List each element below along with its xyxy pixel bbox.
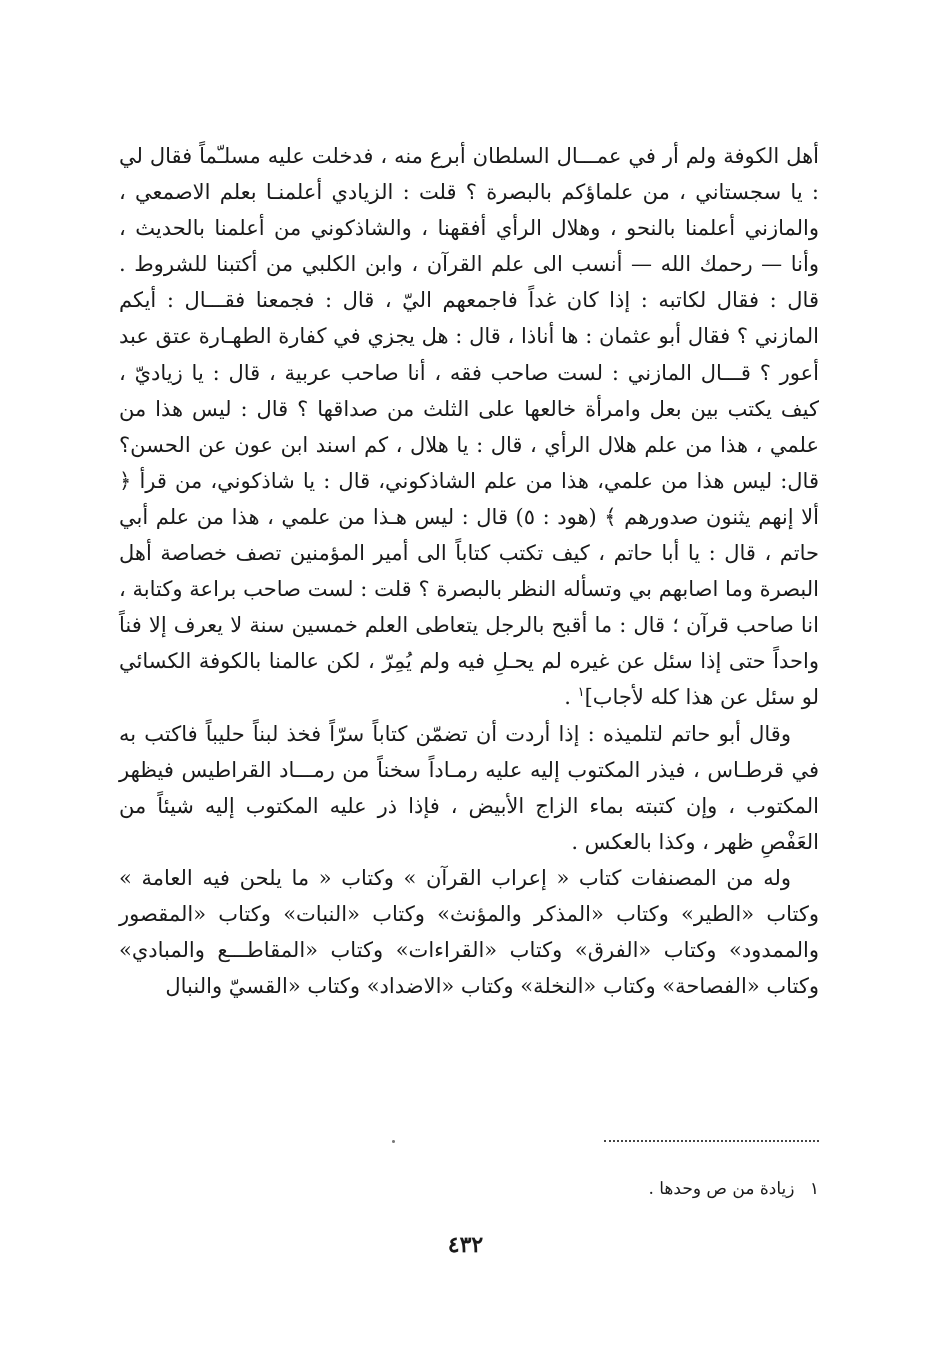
paragraph-1: [119, 138, 819, 716]
page-number: ٤٣٢: [447, 1232, 484, 1258]
footnote-number: ١: [809, 1179, 819, 1199]
paragraph-2: وقال أبو حاتم لتلميذه : إذا أردت أن تضمّن كتاباً سرّاً فخذ لبناً حليباً فاكتب به في قرطـاس ، فيذر المكتوب إليه عليه رمـاداً سخناً من رمـــاد القراطيس فيظهر المكتوب ، وإن كتبته بماء الزاج الأبيض ، فإذا ذر عليه المكتوب إليه شيئاً من العَفْصِ ظهر ، وكذا بالعكس .: [119, 721, 819, 854]
footnote: [119, 1176, 819, 1202]
paragraph-1-end: .: [564, 685, 578, 710]
footnote-text: زيادة من ص وحدها .: [648, 1179, 795, 1199]
print-speck: [392, 1140, 395, 1143]
paragraph-1-text: أهل الكوفة ولم أر في عمـــال السلطان أبرع منه ، فدخلت عليه مسلـّماً فقال لي : يا سجستاني ، من علماؤكم بالبصرة ؟ قلت : الزيادي أعلمنـا بعلم الاصمعي ، والمازني أعلمنا بالنحو ، وهلال الرأي أفقهنا ، والشاذكوني من أعلمنا بالحديث ، وأنا — رحمك الله — أنسب الى علم القرآن ، وابن الكلبي من أكتبنا للشروط . قال : فقال لكاتبه : إذا كان غداً فاجمعهم اليّ ، قال : فجمعنا فقـــال : أيكم المازني ؟ فقال أبو عثمان : ها أناذا ، قال : هل يجزي في كفارة الطهـارة عتق عبد أعور ؟ قـــال المازني : لست صاحب فقه ، أنا صاحب عربية ، قال : يا زياديّ ، كيف يكتب بين بعل وامرأة خالعها على الثلث من صداقها ؟ قال : ليس هذا من علمي ، هذا من علم هلال الرأي ، قال : يا هلال ، كم اسند ابن عون عن الحسن؟ قال: ليس هذا من علمي، هذا من علم الشاذكوني، قال : يا شاذكوني، من قرأ ﴿ ألا إنهم يثنون صدورهم ﴾ (هود : ٥) قال : ليس هـذا من علمي ، هذا من علم أبي حاتم ، قال : يا أبا حاتم ، كيف تكتب كتاباً الى أمير المؤمنين تصف خصاصة أهل البصرة وما اصابهم بي وتسأله النظر بالبصرة ؟ قلت : لست صاحب براعة وكتابة ، انا صاحب قرآن ؛ قال : ما أقبح بالرجل يتعاطى العلم خمسين سنة لا يعرف إلا فناً واحداً حتى إذا سئل عن غيره لم يحـلِ فيه ولم يُمِرّ ، لكن عالمنا بالكوفة الكسائي لو سئل عن هذا كله لأجاب]: [119, 144, 820, 710]
footnote-separator: [604, 1140, 819, 1142]
paragraph-3: وله من المصنفات كتاب « إعراب القرآن » وكتاب « ما يلحن فيه العامة » وكتاب «الطير» وكتاب «المذكر والمؤنث» وكتاب «النبات» وكتاب «المقصور والممدود» وكتاب «الفرق» وكتاب «القراءات» وكتاب «المقاطـــع والمبادي» وكتاب «الفصاحة» وكتاب «النخلة» وكتاب «الاضداد» وكتاب «القسيّ والنبال: [119, 865, 819, 999]
main-text: [119, 138, 819, 1004]
footnote-reference: ١: [577, 685, 585, 701]
